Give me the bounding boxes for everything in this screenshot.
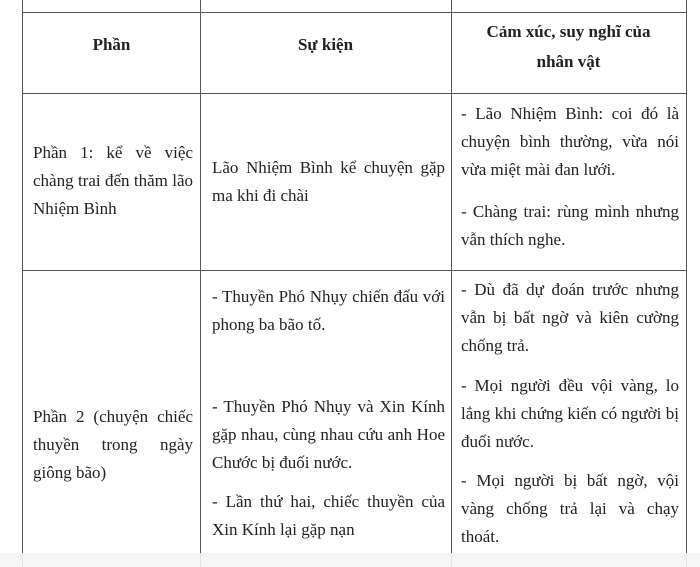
feeling-item: - Mọi người đều vội vàng, lo lắng khi chứng kiến có người bị đuối nước. bbox=[461, 376, 679, 451]
table-row-1-feelings bbox=[461, 100, 679, 260]
column-divider bbox=[200, 0, 201, 567]
row-divider bbox=[23, 270, 686, 271]
page-bottom-strip bbox=[0, 553, 700, 567]
feeling-item: - Dù đã dự đoán trước nhưng vẫn bị bất ngờ và kiên cường chống trả. bbox=[461, 280, 679, 355]
header-event: Sự kiện bbox=[297, 35, 354, 54]
event-item: - Thuyền Phó Nhụy và Xin Kính gặp nhau, cùng nhau cứu anh Hoe Chước bị đuối nước. bbox=[212, 397, 445, 472]
column-divider bbox=[451, 0, 452, 567]
feeling-item: - Mọi người bị bất ngờ, vội vàng chống trả lại và chạy thoát. bbox=[461, 471, 679, 546]
content-table bbox=[22, 0, 687, 567]
table-row-2-events bbox=[212, 283, 445, 553]
row-divider bbox=[23, 93, 686, 94]
event-item: - Thuyền Phó Nhụy chiến đấu với phong ba bão tố. bbox=[212, 287, 445, 334]
header-feeling: Cảm xúc, suy nghĩ của nhân vật bbox=[486, 22, 651, 71]
feeling-item: - Chàng trai: rùng mình nhưng vẫn thích nghe. bbox=[461, 202, 679, 249]
table-row-1-part: Phần 1: kể về việc chàng trai đến thăm lão Nhiệm Bình bbox=[33, 143, 193, 218]
table-row-2-feelings bbox=[461, 276, 679, 556]
table-row-2-part: Phần 2 (chuyện chiếc thuyền trong ngày giông bão) bbox=[33, 407, 193, 482]
event-item: - Lần thứ hai, chiếc thuyền của Xin Kính lại gặp nạn bbox=[212, 492, 445, 539]
table-row-1-event: Lão Nhiệm Bình kể chuyện gặp ma khi đi chài bbox=[212, 158, 445, 205]
feeling-item: - Lão Nhiệm Bình: coi đó là chuyện bình thường, vừa nói vừa miệt mài đan lưới. bbox=[461, 104, 679, 179]
header-part: Phần bbox=[92, 35, 131, 54]
table-top-border bbox=[23, 12, 686, 13]
